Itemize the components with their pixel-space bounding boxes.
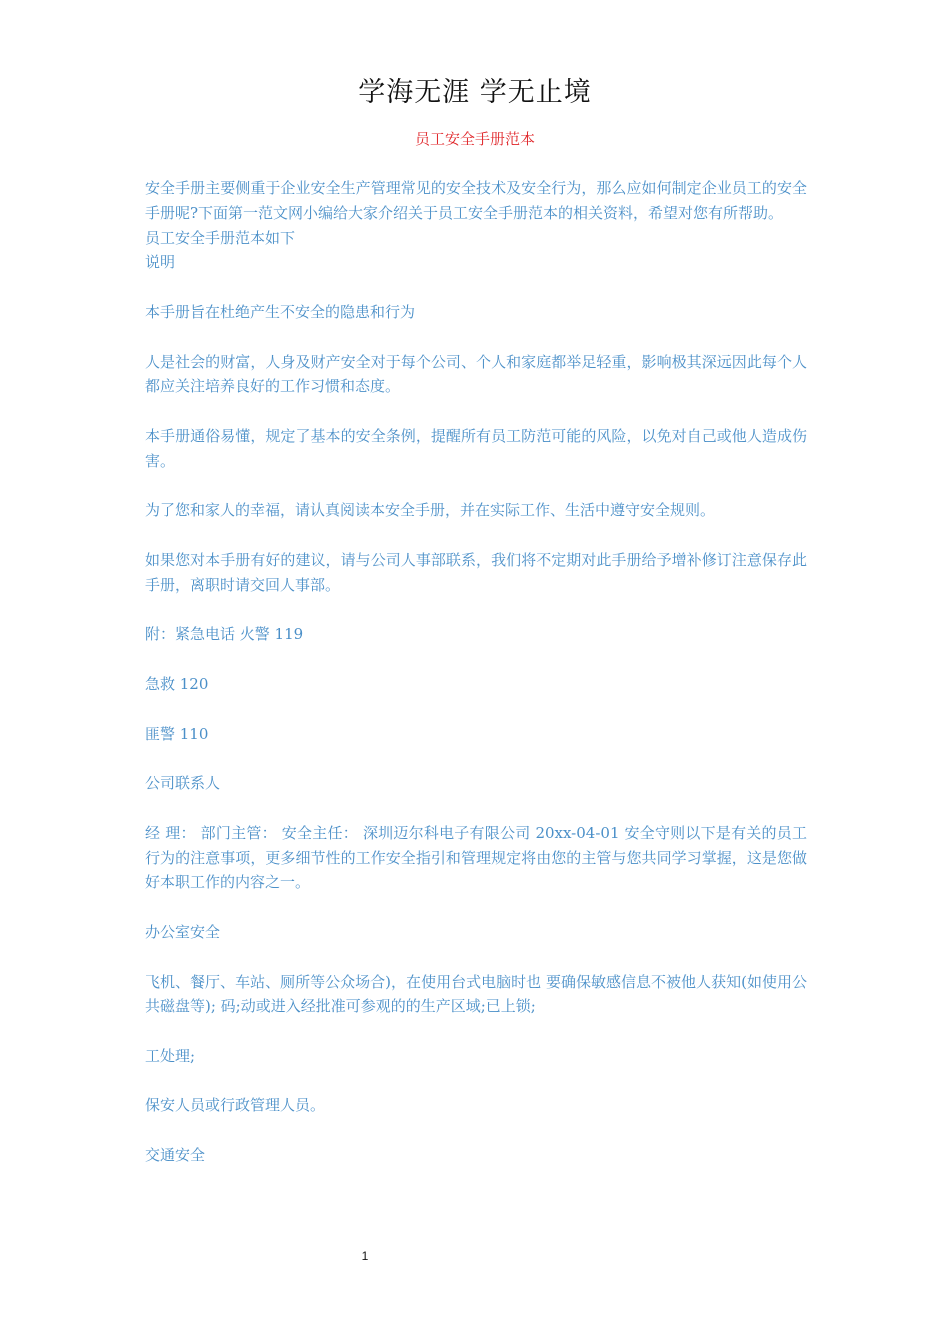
section-heading: 公司联系人 (145, 774, 221, 793)
document-body (145, 176, 807, 1168)
body-paragraph: 人是社会的财富，人身及财产安全对于每个公司、个人和家庭都举足轻重，影响极其深远因此每个人都应关注培养良好的工作习惯和态度。 (145, 352, 807, 396)
section-heading: 说明 (145, 253, 176, 272)
emergency-phone-fire: 附：紧急电话 火警 119 (145, 625, 304, 644)
body-paragraph: 工处理; (145, 1046, 196, 1065)
body-paragraph: 飞机、餐厅、车站、厕所等公众场合)，在使用台式电脑时也 要确保敏感信息不被他人获知(如使用公共磁盘等); 码;动或进入经批准可参观的的生产区域;已上锁; (145, 972, 807, 1016)
body-paragraph: 本手册通俗易懂，规定了基本的安全条例，提醒所有员工防范可能的风险，以免对自己或他人造成伤害。 (145, 426, 807, 470)
section-heading: 员工安全手册范本如下 (145, 228, 296, 247)
document-title: 员工安全手册范本 (414, 130, 535, 148)
body-paragraph: 本手册旨在杜绝产生不安全的隐患和行为 (145, 302, 416, 321)
intro-paragraph: 安全手册主要侧重于企业安全生产管理常见的安全技术及安全行为，那么应如何制定企业员工的安全手册呢?下面第一范文网小编给大家介绍关于员工安全手册范本的相关资料，希望对您有所帮助。 (145, 179, 807, 222)
section-heading: 办公室安全 (145, 922, 221, 941)
body-paragraph: 如果您对本手册有好的建议，请与公司人事部联系，我们将不定期对此手册给予增补修订注意保存此手册，离职时请交回人事部。 (145, 550, 807, 594)
body-paragraph: 经 理： 部门主管： 安全主任： 深圳迈尔科电子有限公司 20xx-04-01 安全守则以下是有关的员工行为的注意事项，更多细节性的工作安全指引和管理规定将由您的主管与您共同学习掌握，这是您做好本职工作的内容之一。 (145, 823, 807, 892)
emergency-phone-police: 匪警 110 (145, 724, 209, 743)
body-paragraph: 保安人员或行政管理人员。 (145, 1096, 326, 1115)
section-heading: 交通安全 (145, 1146, 206, 1165)
body-paragraph: 为了您和家人的幸福，请认真阅读本安全手册，并在实际工作、生活中遵守安全规则。 (145, 501, 716, 520)
emergency-phone-ambulance: 急救 120 (145, 674, 209, 693)
page-number: 1 (361, 1249, 369, 1263)
page-header-title: 学海无涯 学无止境 (358, 77, 592, 108)
